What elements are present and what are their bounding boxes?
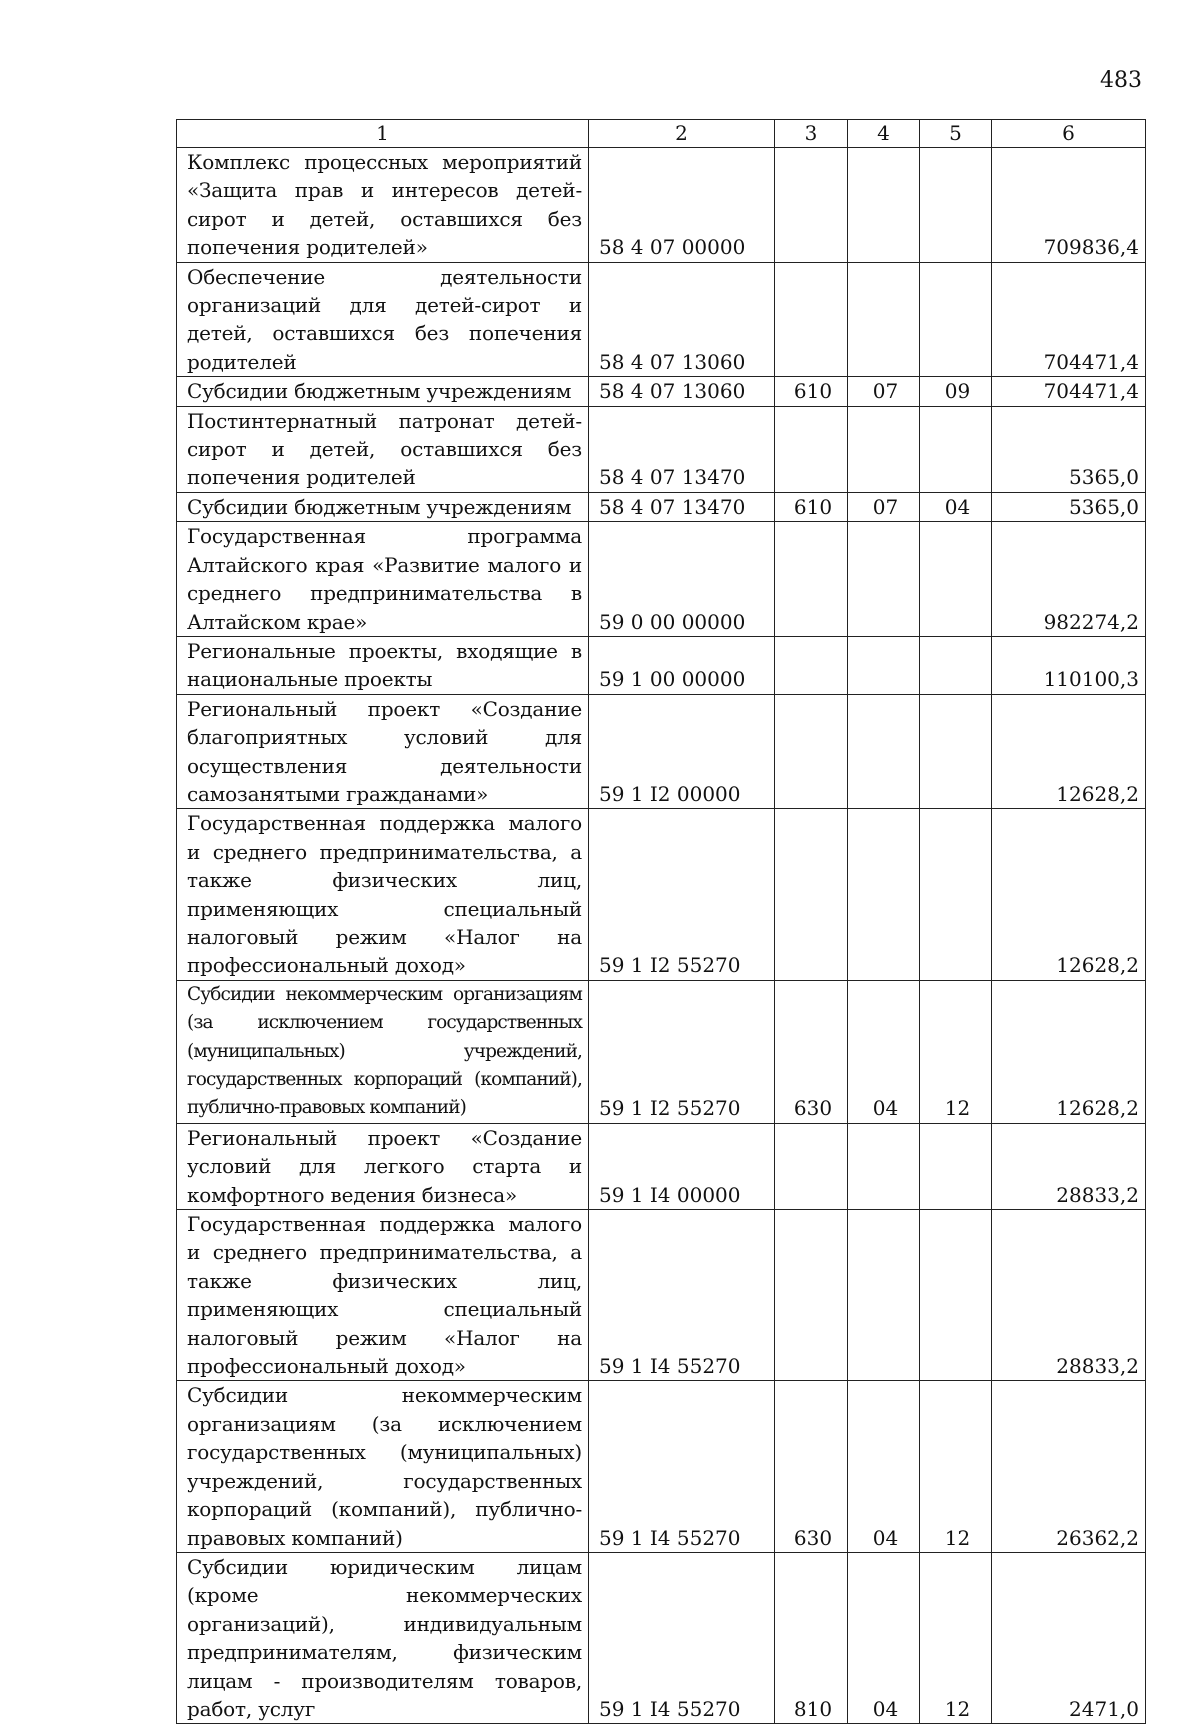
table-row <box>177 492 1146 521</box>
header-col-4: 4 <box>848 120 920 148</box>
row-type-cell <box>775 262 848 377</box>
row-section-cell <box>848 809 920 980</box>
table-row <box>177 406 1146 492</box>
row-code-cell: 59 1 I4 55270 <box>589 1381 775 1552</box>
row-subsection-cell <box>920 809 992 980</box>
row-amount-cell: 5365,0 <box>992 406 1146 492</box>
row-type-cell: 630 <box>775 1381 848 1552</box>
row-name-cell: Субсидии бюджетным учреждениям <box>177 377 589 406</box>
table-row <box>177 1552 1146 1723</box>
row-name-cell: Государственная поддержка малого и среднего предпринимательства, а также физических лиц, применяющих специальный налоговый режим «Налог на профессиональный доход» <box>177 1210 589 1381</box>
row-subsection-cell <box>920 522 992 637</box>
row-name-cell: Комплекс процессных мероприятий «Защита прав и интересов детей-сирот и детей, оставшихся без попечения родителей» <box>177 148 589 263</box>
row-type-cell <box>775 522 848 637</box>
row-type-cell <box>775 694 848 809</box>
row-section-cell <box>848 262 920 377</box>
row-name-cell: Региональный проект «Создание условий для легкого старта и комфортного ведения бизнеса» <box>177 1123 589 1209</box>
row-type-cell <box>775 636 848 694</box>
row-name-cell: Обеспечение деятельности организаций для детей-сирот и детей, оставшихся без попечения родителей <box>177 262 589 377</box>
row-section-cell <box>848 1123 920 1209</box>
table-row <box>177 1123 1146 1209</box>
row-type-cell <box>775 148 848 263</box>
row-code-cell: 59 1 I2 55270 <box>589 980 775 1123</box>
row-amount-cell: 28833,2 <box>992 1123 1146 1209</box>
table-row <box>177 377 1146 406</box>
table-row <box>177 636 1146 694</box>
row-code-cell: 59 1 I4 55270 <box>589 1210 775 1381</box>
row-section-cell: 07 <box>848 377 920 406</box>
row-subsection-cell: 09 <box>920 377 992 406</box>
budget-table <box>176 119 1146 1724</box>
row-code-cell: 59 1 I2 00000 <box>589 694 775 809</box>
row-code-cell: 59 1 I2 55270 <box>589 809 775 980</box>
row-name-cell: Постинтернатный патронат детей-сирот и детей, оставшихся без попечения родителей <box>177 406 589 492</box>
row-name-cell: Субсидии юридическим лицам (кроме некоммерческих организаций), индивидуальным предпринимателям, физическим лицам - производителям товаров, работ, услуг <box>177 1552 589 1723</box>
row-type-cell <box>775 809 848 980</box>
row-subsection-cell <box>920 406 992 492</box>
row-section-cell <box>848 1210 920 1381</box>
row-amount-cell: 12628,2 <box>992 694 1146 809</box>
table-body <box>177 148 1146 1724</box>
row-subsection-cell <box>920 636 992 694</box>
header-col-6: 6 <box>992 120 1146 148</box>
row-amount-cell: 28833,2 <box>992 1210 1146 1381</box>
row-section-cell <box>848 522 920 637</box>
row-amount-cell: 12628,2 <box>992 980 1146 1123</box>
table-row <box>177 1210 1146 1381</box>
row-type-cell <box>775 1210 848 1381</box>
row-type-cell: 610 <box>775 492 848 521</box>
row-name-cell: Государственная программа Алтайского края «Развитие малого и среднего предпринимательства в Алтайском крае» <box>177 522 589 637</box>
row-section-cell <box>848 694 920 809</box>
row-amount-cell: 5365,0 <box>992 492 1146 521</box>
table-row <box>177 148 1146 263</box>
row-section-cell <box>848 148 920 263</box>
row-subsection-cell: 04 <box>920 492 992 521</box>
row-subsection-cell <box>920 1210 992 1381</box>
row-code-cell: 58 4 07 13060 <box>589 262 775 377</box>
row-amount-cell: 704471,4 <box>992 377 1146 406</box>
table-row <box>177 694 1146 809</box>
table-row <box>177 809 1146 980</box>
row-type-cell: 810 <box>775 1552 848 1723</box>
row-code-cell: 58 4 07 13470 <box>589 492 775 521</box>
row-subsection-cell: 12 <box>920 980 992 1123</box>
table-row <box>177 522 1146 637</box>
row-section-cell: 07 <box>848 492 920 521</box>
row-subsection-cell: 12 <box>920 1552 992 1723</box>
row-code-cell: 59 1 I4 00000 <box>589 1123 775 1209</box>
row-type-cell: 630 <box>775 980 848 1123</box>
row-section-cell: 04 <box>848 1552 920 1723</box>
row-code-cell: 59 1 I4 55270 <box>589 1552 775 1723</box>
row-code-cell: 58 4 07 13470 <box>589 406 775 492</box>
row-code-cell: 59 1 00 00000 <box>589 636 775 694</box>
header-col-1: 1 <box>177 120 589 148</box>
row-subsection-cell <box>920 262 992 377</box>
row-type-cell: 610 <box>775 377 848 406</box>
row-section-cell: 04 <box>848 1381 920 1552</box>
row-amount-cell: 110100,3 <box>992 636 1146 694</box>
header-row <box>177 120 1146 148</box>
row-code-cell: 58 4 07 13060 <box>589 377 775 406</box>
row-amount-cell: 12628,2 <box>992 809 1146 980</box>
row-amount-cell: 982274,2 <box>992 522 1146 637</box>
row-type-cell <box>775 406 848 492</box>
row-name-cell: Субсидии бюджетным учреждениям <box>177 492 589 521</box>
row-subsection-cell: 12 <box>920 1381 992 1552</box>
row-type-cell <box>775 1123 848 1209</box>
row-amount-cell: 704471,4 <box>992 262 1146 377</box>
row-section-cell <box>848 406 920 492</box>
page-number: 483 <box>1100 68 1142 93</box>
row-subsection-cell <box>920 694 992 809</box>
table-row <box>177 980 1146 1123</box>
row-code-cell: 58 4 07 00000 <box>589 148 775 263</box>
header-col-5: 5 <box>920 120 992 148</box>
row-subsection-cell <box>920 1123 992 1209</box>
row-section-cell: 04 <box>848 980 920 1123</box>
header-col-2: 2 <box>589 120 775 148</box>
row-name-cell: Государственная поддержка малого и среднего предпринимательства, а также физических лиц, применяющих специальный налоговый режим «Налог на профессиональный доход» <box>177 809 589 980</box>
row-name-cell: Региональные проекты, входящие в национальные проекты <box>177 636 589 694</box>
row-section-cell <box>848 636 920 694</box>
table-row <box>177 1381 1146 1552</box>
row-amount-cell: 2471,0 <box>992 1552 1146 1723</box>
table-row <box>177 262 1146 377</box>
table-header <box>177 120 1146 148</box>
row-amount-cell: 709836,4 <box>992 148 1146 263</box>
row-code-cell: 59 0 00 00000 <box>589 522 775 637</box>
header-col-3: 3 <box>775 120 848 148</box>
row-name-cell: Региональный проект «Создание благоприятных условий для осуществления деятельности самозанятыми гражданами» <box>177 694 589 809</box>
row-name-cell: Субсидии некоммерческим организациям (за исключением государственных (муниципальных) учреждений, государственных корпораций (компаний), публично-правовых компаний) <box>177 1381 589 1552</box>
row-subsection-cell <box>920 148 992 263</box>
row-amount-cell: 26362,2 <box>992 1381 1146 1552</box>
row-name-cell: Субсидии некоммерческим организациям (за исключением государственных (муниципальных) учреждений, государственных корпораций (компаний), публично-правовых компаний) <box>177 980 589 1123</box>
